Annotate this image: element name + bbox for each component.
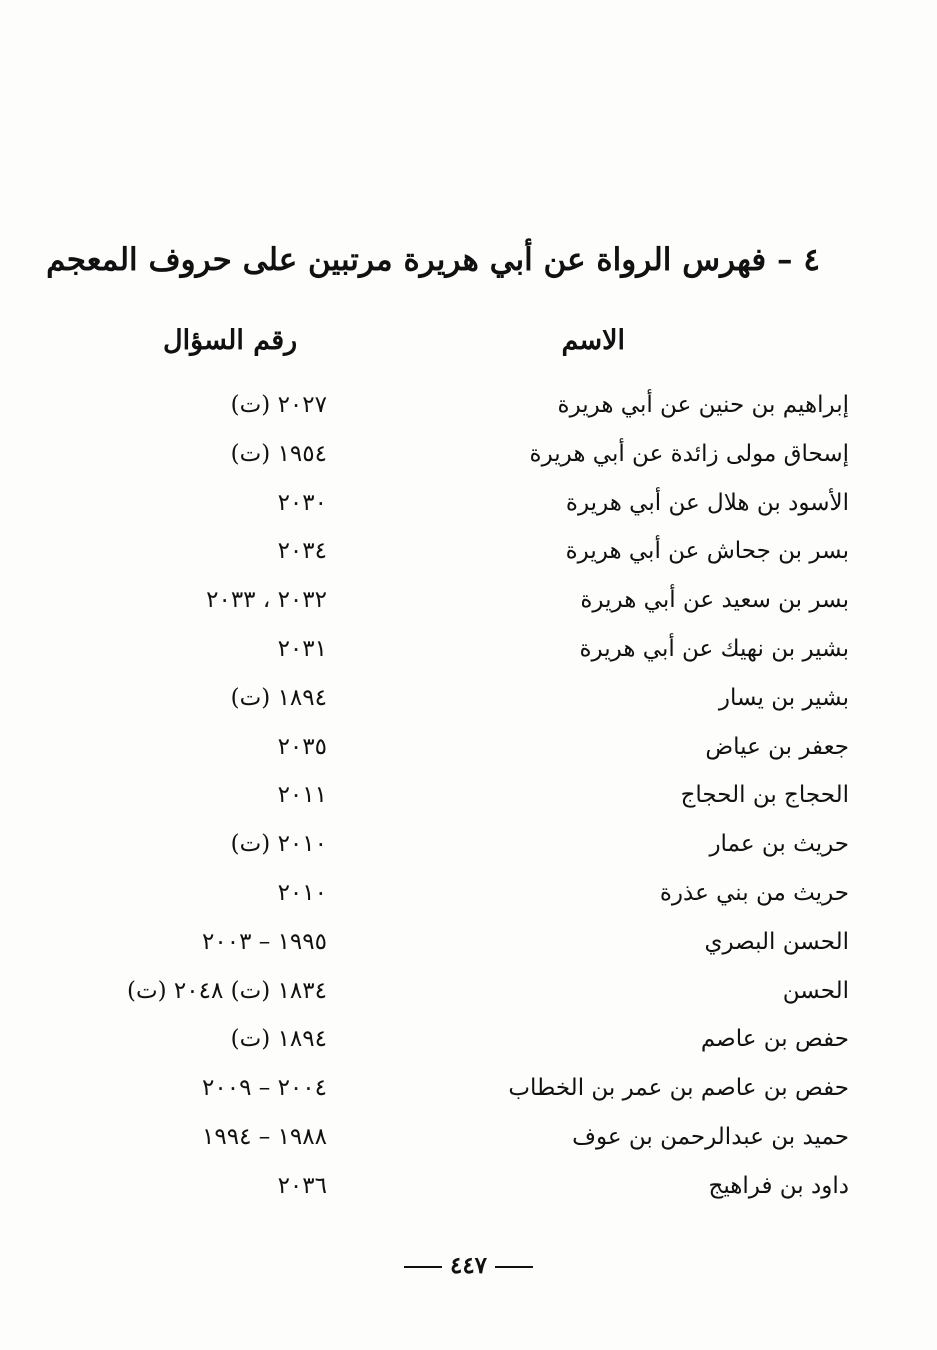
question-number: ١٨٩٤ (ت) [230, 1026, 327, 1053]
narrator-name: الحجاج بن الحجاج [680, 782, 849, 809]
question-number: ٢٠٣٦ [277, 1172, 327, 1199]
list-item [0, 392, 937, 441]
list-item [0, 538, 937, 587]
list-item [0, 880, 937, 929]
list-item [0, 1124, 937, 1173]
list-item [0, 1173, 937, 1222]
narrator-name: الحسن [782, 977, 849, 1004]
question-number: ٢٠١١ [277, 782, 327, 809]
question-number: ١٨٩٤ (ت) [230, 684, 327, 711]
list-item [0, 587, 937, 636]
question-number: ١٩٥٤ (ت) [230, 440, 327, 467]
list-item [0, 1026, 937, 1075]
page-number: ٤٤٧ [449, 1252, 488, 1279]
question-number: ٢٠١٠ [277, 879, 327, 906]
narrator-name: داود بن فراهيج [708, 1172, 849, 1199]
list-item [0, 1075, 937, 1124]
question-number: ١٩٩٥ – ٢٠٠٣ [202, 928, 327, 955]
narrator-name: بسر بن سعيد عن أبي هريرة [580, 587, 849, 614]
page-title: ٤ – فهرس الرواة عن أبي هريرة مرتبين على حروف المعجم [46, 242, 820, 278]
dash-decoration [495, 1266, 533, 1268]
column-header-name: الاسم [561, 325, 625, 356]
list-item [0, 685, 937, 734]
narrator-name: الحسن البصري [704, 928, 849, 955]
list-item [0, 636, 937, 685]
narrator-name: حريث من بني عذرة [659, 879, 849, 906]
list-item [0, 441, 937, 490]
list-item [0, 782, 937, 831]
question-number: ٢٠٣١ [277, 635, 327, 662]
page-number-footer [0, 1252, 937, 1279]
column-header-number: رقم السؤال [163, 325, 298, 356]
list-item [0, 831, 937, 880]
narrator-name: حميد بن عبدالرحمن بن عوف [572, 1123, 849, 1150]
question-number: ٢٠٢٧ (ت) [230, 392, 327, 418]
index-list [0, 392, 937, 1222]
narrator-name: بشير بن يسار [718, 684, 849, 711]
narrator-name: حفص بن عاصم بن عمر بن الخطاب [508, 1075, 849, 1102]
narrator-name: جعفر بن عياض [705, 733, 849, 760]
question-number: ١٨٣٤ (ت) ٢٠٤٨ (ت) [127, 977, 327, 1004]
list-item [0, 734, 937, 783]
narrator-name: بسر بن جحاش عن أبي هريرة [565, 538, 849, 565]
question-number: ٢٠٣٢ ، ٢٠٣٣ [206, 587, 327, 614]
list-item [0, 490, 937, 539]
question-number: ٢٠٠٤ – ٢٠٠٩ [202, 1075, 327, 1102]
narrator-name: إسحاق مولى زائدة عن أبي هريرة [529, 440, 849, 467]
question-number: ٢٠٣٤ [277, 538, 327, 565]
dash-decoration [404, 1266, 442, 1268]
narrator-name: إبراهيم بن حنين عن أبي هريرة [557, 392, 849, 418]
question-number: ٢٠٣٠ [277, 489, 327, 516]
narrator-name: الأسود بن هلال عن أبي هريرة [565, 489, 849, 516]
narrator-name: بشير بن نهيك عن أبي هريرة [579, 635, 849, 662]
question-number: ٢٠٣٥ [277, 733, 327, 760]
narrator-name: حفص بن عاصم [700, 1026, 849, 1053]
list-item [0, 929, 937, 978]
narrator-name: حريث بن عمار [709, 831, 849, 858]
list-item [0, 978, 937, 1027]
question-number: ٢٠١٠ (ت) [230, 831, 327, 858]
question-number: ١٩٨٨ – ١٩٩٤ [202, 1123, 327, 1150]
